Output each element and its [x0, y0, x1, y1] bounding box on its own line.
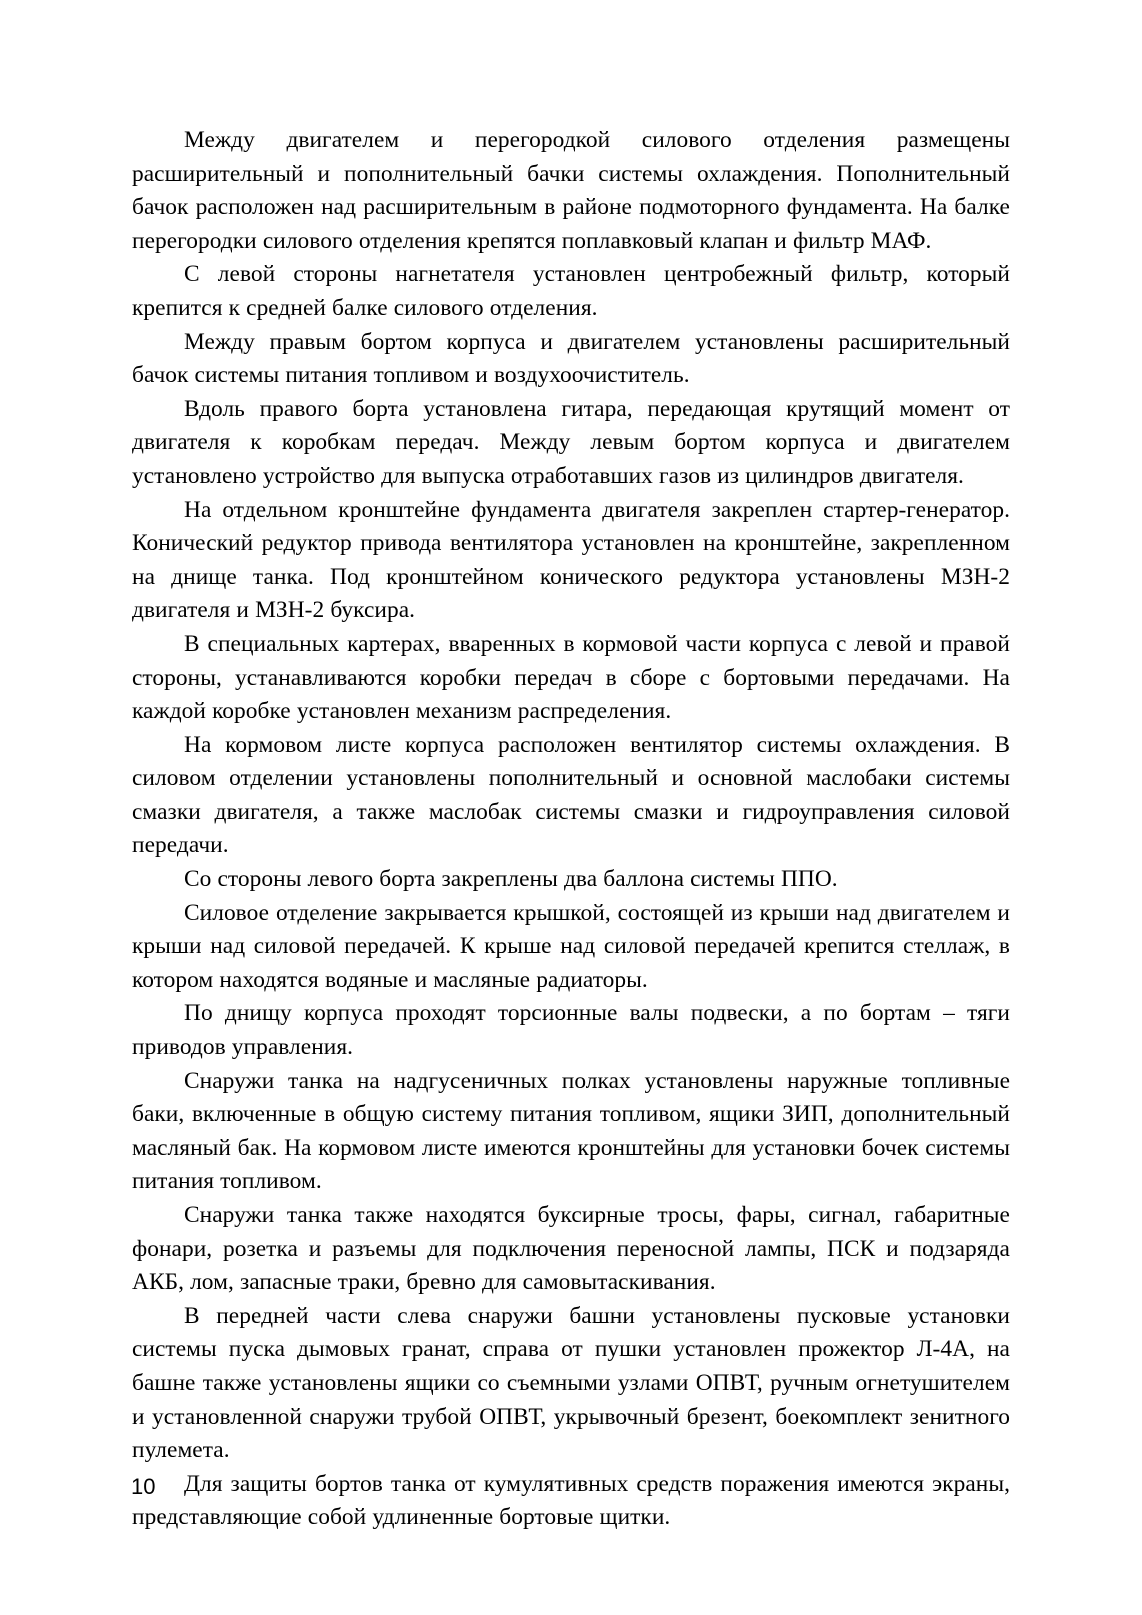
page-number: 10	[131, 1474, 156, 1499]
paragraph: На отдельном кронштейне фундамента двигателя закреплен стартер-генератор. Конический редуктор привода вентилятора установлен на кронштейне, закрепленном на днище танка. Под кронштейном конического редуктора установлены МЗН-2 двигателя и МЗН-2 буксира.	[132, 496, 1010, 624]
paragraph: Вдоль правого борта установлена гитара, передающая крутящий момент от двигателя к коробкам передач. Между левым бортом корпуса и двигателем установлено устройство для выпуска отработавших газов из цилиндров двигателя.	[132, 395, 1010, 489]
paragraph: Для защиты бортов танка от кумулятивных средств поражения имеются экраны, представляющие собой удлиненные бортовые щитки.	[132, 1470, 1010, 1531]
body-text-block	[132, 124, 1010, 1535]
paragraph: Со стороны левого борта закреплены два баллона системы ППО.	[184, 866, 838, 893]
paragraph: Снаружи танка также находятся буксирные тросы, фары, сигнал, габаритные фонари, розетка и разъемы для подключения переносной лампы, ПСК и подзаряда АКБ, лом, запасные траки, бревно для самовытаскивания.	[132, 1202, 1010, 1296]
paragraph: На кормовом листе корпуса расположен вентилятор системы охлаждения. В силовом отделении установлены пополнительный и основной маслобаки системы смазки двигателя, а также маслобак системы смазки и гидроуправления силовой передачи.	[132, 731, 1010, 859]
paragraph: Силовое отделение закрывается крышкой, состоящей из крыши над двигателем и крыши над силовой передачей. К крыше над силовой передачей крепится стеллаж, в котором находятся водяные и масляные радиаторы.	[132, 899, 1010, 993]
paragraph: В передней части слева снаружи башни установлены пусковые установки системы пуска дымовых гранат, справа от пушки установлен прожектор Л-4А, на башне также установлены ящики со съемными узлами ОПВТ, ручным огнетушителем и установленной снаружи трубой ОПВТ, укрывочный брезент, боекомплект зенитного пулемета.	[132, 1302, 1010, 1464]
paragraph: По днищу корпуса проходят торсионные валы подвески, а по бортам – тяги приводов управления.	[132, 1000, 1010, 1061]
paragraph: Между двигателем и перегородкой силового отделения размещены расширительный и пополнительный бачки системы охлаждения. Пополнительный бачок расположен над расширительным в районе подмоторного фундамента. На балке перегородки силового отделения крепятся поплавковый клапан и фильтр МАФ.	[132, 127, 1010, 254]
paragraph: С левой стороны нагнетателя установлен центробежный фильтр, который крепится к средней балке силового отделения.	[132, 261, 1010, 321]
paragraph: Снаружи танка на надгусеничных полках установлены наружные топливные баки, включенные в общую систему питания топливом, ящики ЗИП, дополнительный масляный бак. На кормовом листе имеются кронштейны для установки бочек системы питания топливом.	[132, 1067, 1010, 1195]
paragraph: Между правым бортом корпуса и двигателем установлены расширительный бачок системы питания топливом и воздухоочиститель.	[132, 328, 1010, 389]
paragraph: В специальных картерах, вваренных в кормовой части корпуса с левой и правой стороны, устанавливаются коробки передач в сборе с бортовыми передачами. На каждой коробке установлен механизм распределения.	[132, 630, 1010, 725]
